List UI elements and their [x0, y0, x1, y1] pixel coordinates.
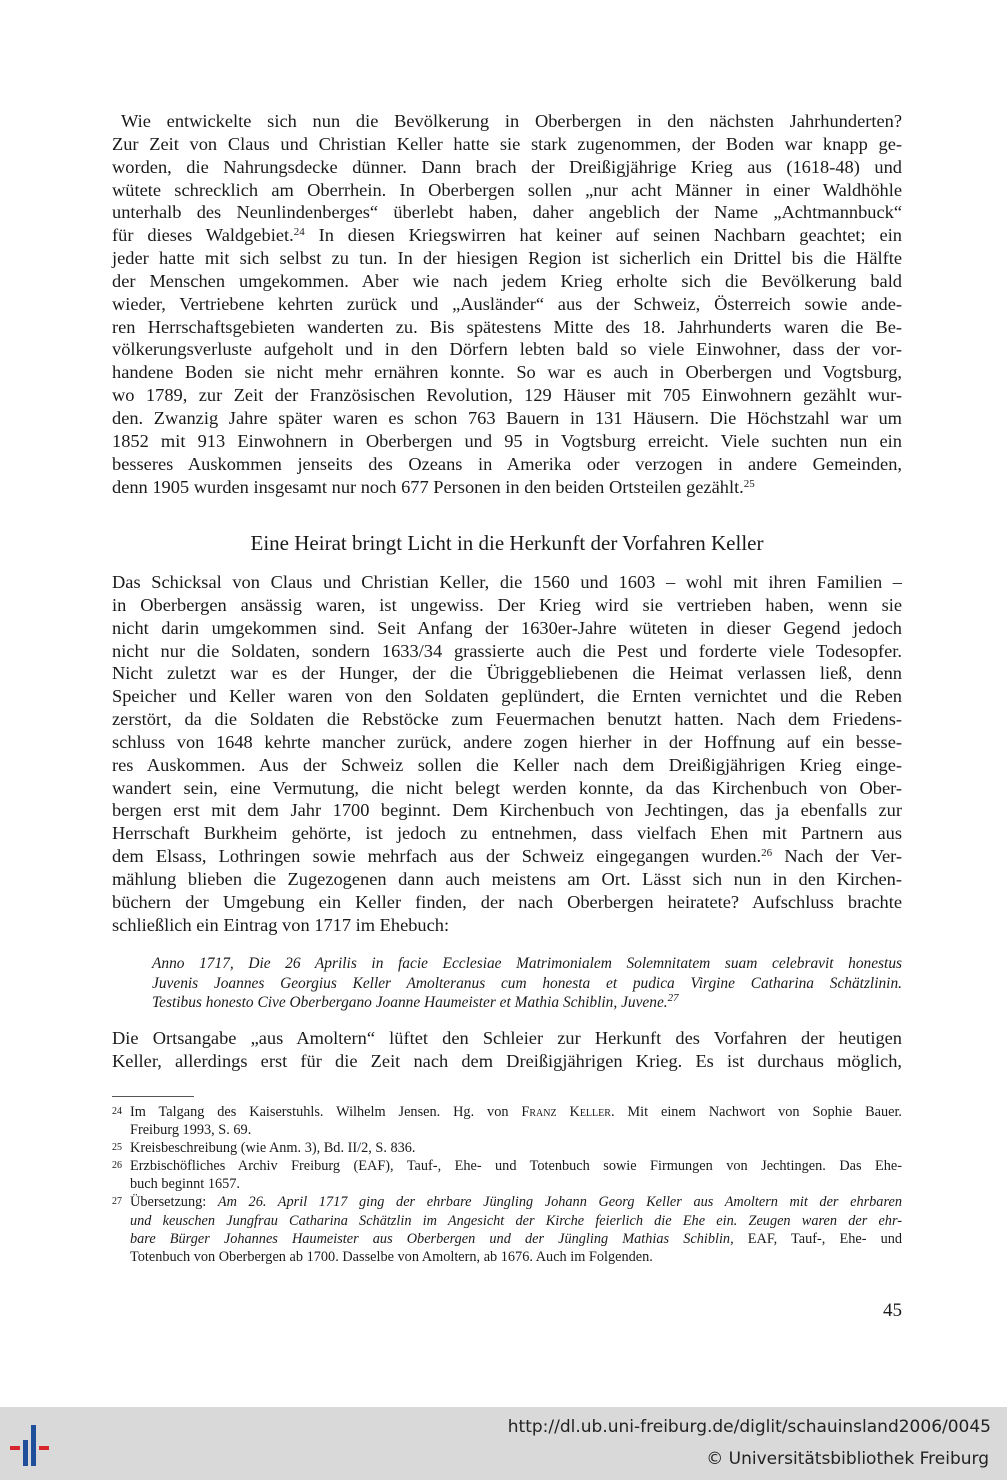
paragraph-marriage	[112, 571, 902, 937]
text-line: mählung blieben die Zugezogenen dann auch meistens am Ort. Lässt sich nun in den Kirchen-	[112, 868, 902, 889]
footnote-divider	[112, 1096, 194, 1097]
footnote-line: Kreisbeschreibung (wie Anm. 3), Bd. II/2, S. 836.	[130, 1140, 416, 1157]
text-line: unterhalb des Neunlindenberges“ überlebt haben, daher angeblich der Name „Achtmannbuck“	[112, 202, 902, 223]
quote-line: Juvenis Joannes Georgius Keller Amolteranus cum honesta et pudica Virgine Catharina Schätzlinin.	[152, 974, 902, 992]
text-line: worden, die Nahrungsdecke dünner. Dann brach der Dreißigjährige Krieg aus (1618-48) und	[112, 156, 902, 177]
text-line: dem Elsass, Lothringen sowie mehrfach aus der Schweiz eingegangen wurden.$^{26}$ Nach der Ver-	[112, 846, 902, 867]
footnote-line: Übersetzung: Am 26. April 1717 ging der ehrbare Jüngling Johann Georg Keller aus Amoltern mit der ehrbaren	[130, 1194, 902, 1211]
text-line: wandert sein, eine Vermutung, die nicht belegt werden konnte, da das Kirchenbuch von Ober-	[112, 777, 902, 798]
footnote-line: und keuschen Jungfrau Catharina Schätzlin im Angesicht der Kirche feierlich die Ehe ein. Zeugen waren der ehr-	[130, 1212, 902, 1229]
footnote-line: Freiburg 1993, S. 69.	[130, 1122, 252, 1139]
text-line: der Menschen umgekommen. Aber wie nach jedem Krieg erholte sich die Bevölkerung bald	[112, 270, 902, 291]
text-line: handene Boden sie nicht mehr ernähren konnte. So war es auch in Oberbergen und Vogtsburg,	[112, 362, 902, 383]
footnote-number: 26	[112, 1160, 122, 1172]
text-line: denn 1905 wurden insgesamt nur noch 677 Personen in den beiden Ortsteilen gezählt.$^{25}$	[112, 476, 755, 497]
footnote-ref[interactable]: 25	[743, 477, 755, 490]
text-line: schluss von 1648 kehrte mancher zurück, andere zogen hierher in der Hoffnung auf ein besse-	[112, 731, 902, 752]
text-line: res Auskommen. Aus der Schweiz sollen die Keller nach dem Dreißigjährigen Krieg einge-	[112, 754, 902, 775]
text-line: nicht darin umgekommen sind. Seit Anfang der 1630er-Jahre wüteten in dieser Gegend jedoch	[112, 617, 902, 638]
footnote-ref[interactable]: 26	[761, 847, 773, 860]
footnote-26	[112, 1157, 902, 1193]
copyright-notice: © Universitätsbibliothek Freiburg	[706, 1449, 989, 1469]
text-line: Speicher und Keller waren von den Soldaten geplündert, die Ernten vernichtet und die Reben	[112, 686, 902, 707]
text-line: wo 1789, zur Zeit der Französischen Revolution, 129 Häuser mit 705 Einwohnern gezählt wur-	[112, 385, 902, 406]
footnote-27	[112, 1193, 902, 1265]
quote-line: Anno 1717, Die 26 Aprilis in facie Ecclesiae Matrimonialem Solemnitatem suam celebravit honestus	[152, 955, 902, 972]
text-line: ren Herrschaftsgebieten wanderten zu. Bis spätestens Mitte des 18. Jahrhunderts waren die Be-	[112, 316, 902, 337]
text-line: nicht nur die Soldaten, sondern 1633/34 grassierte auch die Pest und forderte viele Todesopfer.	[112, 640, 902, 661]
text-line: Nicht zuletzt war es der Hunger, der die Übriggebliebenen die Heimat verlassen ließ, denn	[112, 663, 902, 684]
text-line: Die Ortsangabe „aus Amoltern“ lüftet den Schleier zur Herkunft des Vorfahren der heutigen	[112, 1028, 902, 1048]
section-heading: Eine Heirat bringt Licht in die Herkunft der Vorfahren Keller	[250, 531, 764, 555]
latin-quote	[152, 954, 902, 1013]
footnote-line: Im Talgang des Kaiserstuhls. Wilhelm Jensen. Hg. von Franz Keller. Mit einem Nachwort von Sophie Bauer.	[130, 1104, 902, 1120]
text-line: besseres Auskommen jenseits des Ozeans in Amerika oder verzogen in andere Gemeinden,	[112, 453, 902, 474]
footnote-24	[112, 1103, 902, 1139]
text-line: völkerungsverluste aufgeholt und in den Dörfern lebten bald so viele Einwohner, dass der vor-	[112, 339, 902, 360]
page-number: 45	[883, 1300, 902, 1321]
paragraph-amoltern	[112, 1027, 902, 1073]
text-line: 1852 mit 913 Einwohnern in Oberbergen und 95 in Vogtsburg erreicht. Viele suchten nun ein	[112, 430, 902, 451]
footnote-ref[interactable]: 24	[293, 226, 305, 239]
text-line: bergen erst mit dem Jahr 1700 beginnt. Dem Kirchenbuch von Jechtingen, das ja ebenfalls zur	[112, 800, 902, 821]
text-line: Keller, allerdings erst für die Zeit nach dem Dreißigjährigen Krieg. Es ist durchaus möglich,	[112, 1050, 902, 1071]
text-line: schließlich ein Eintrag von 1717 im Ehebuch:	[112, 914, 450, 935]
footnote-ref[interactable]: 27	[667, 992, 679, 1004]
text-line: für dieses Waldgebiet.$^{24}$ In diesen Kriegswirren hat keiner auf seinen Nachbarn geachtet; ein	[112, 225, 902, 246]
footnote-line: Erzbischöfliches Archiv Freiburg (EAF), Tauf-, Ehe- und Totenbuch sowie Firmungen von Jechtingen. Das Ehe-	[130, 1158, 902, 1175]
footer-bar	[0, 1407, 1007, 1480]
text-line: wütete schrecklich am Oberrhein. In Oberbergen sollen „nur acht Männer in einer Waldhöhle	[112, 179, 902, 200]
footnote-number: 25	[112, 1142, 122, 1154]
footnote-number: 24	[112, 1106, 122, 1117]
paragraph-population	[112, 110, 902, 498]
text-line: Wie entwickelte sich nun die Bevölkerung in Oberbergen in den nächsten Jahrhunderten?	[121, 111, 902, 131]
text-line: Herrschaft Burkheim gehörte, ist jedoch zu entnehmen, dass vielfach Ehen mit Partnern aus	[112, 823, 902, 844]
footnote-line: buch beginnt 1657.	[130, 1176, 240, 1193]
text-line: wieder, Vertriebene kehrten zurück und „Ausländer“ aus der Schweiz, Österreich sowie ande-	[112, 293, 902, 314]
document-url-link[interactable]: http://dl.ub.uni-freiburg.de/diglit/schauinsland2006/0045	[507, 1417, 991, 1437]
text-line: büchern der Umgebung ein Keller finden, der nach Oberbergen heiratete? Aufschluss brachte	[112, 891, 902, 912]
text-line: jeder hatte mit sich selbst zu tun. In der hiesigen Region ist sicherlich ein Drittel bis die Hälfte	[112, 248, 902, 269]
text-line: in Oberbergen ansässig waren, ist ungewiss. Der Krieg wird sie vertrieben haben, wenn sie	[112, 594, 902, 615]
footnote-number: 27	[112, 1196, 122, 1208]
quote-line: Testibus honesto Cive Oberbergano Joanne Haumeister et Mathia Schiblin, Juvene.$^{27}$	[152, 992, 679, 1011]
ub-freiburg-logo-icon	[8, 1419, 68, 1471]
text-line: Das Schicksal von Claus und Christian Keller, die 1560 und 1603 – wohl mit ihren Familien –	[112, 572, 902, 592]
footnote-25	[112, 1139, 902, 1157]
text-line: zerstört, da die Soldaten die Rebstöcke zum Feuermachen benutzt hatten. Nach dem Friedens-	[112, 709, 902, 730]
text-line: den. Zwanzig Jahre später waren es schon 763 Bauern in 131 Häusern. Die Höchstzahl war um	[112, 407, 902, 428]
footnotes	[112, 1103, 902, 1266]
text-line: Zur Zeit von Claus und Christian Keller hatte sie stark zugenommen, der Boden war knapp ge-	[112, 133, 902, 154]
footnote-line: bare Bürger Johannes Haumeister aus Oberbergen und der Jüngling Mathias Schiblin, EAF, Tauf-, Ehe- und	[130, 1230, 903, 1247]
footnote-line: Totenbuch von Oberbergen ab 1700. Dasselbe von Amoltern, ab 1676. Auch im Folgenden.	[130, 1248, 653, 1265]
